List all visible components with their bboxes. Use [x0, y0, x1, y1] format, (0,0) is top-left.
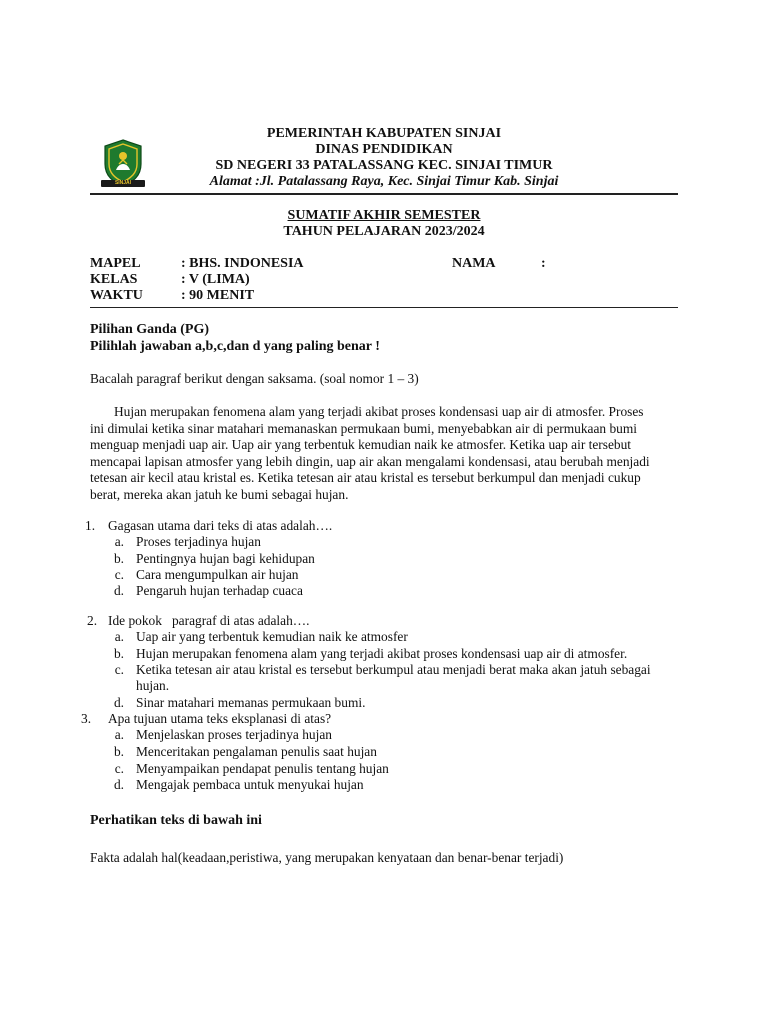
option-text: Proses terjadinya hujan: [136, 534, 261, 549]
section-title: Pilihan Ganda (PG): [90, 322, 210, 337]
option-letter: d.: [113, 695, 124, 710]
option-letter: c.: [114, 761, 124, 776]
exam-year: TAHUN PELAJARAN 2023/2024: [283, 224, 485, 239]
meta-divider: [90, 307, 678, 308]
mapel-label: MAPEL: [90, 256, 141, 271]
option-letter: d.: [113, 583, 124, 598]
logo-banner-text: SINJAI: [114, 180, 132, 186]
passage-line: ini dimulai ketika sinar matahari memanaskan permukaan bumi, menyebabkan air di permukaan bumi: [90, 420, 637, 436]
waktu-label: WAKTU: [90, 288, 143, 303]
option-text: Pentingnya hujan bagi kehidupan: [136, 551, 315, 566]
header-divider: [90, 193, 678, 195]
kelas-label: KELAS: [90, 272, 138, 287]
question-number: 1.: [85, 518, 96, 533]
passage-line: menguap menjadi uap air. Uap air yang terbentuk kemudian naik ke atmosfer. Ketika uap air tersebut: [90, 437, 632, 452]
option-letter: b.: [113, 646, 124, 661]
question-text: Ide pokok paragraf di atas adalah….: [108, 613, 310, 628]
passage-line: mencapai lapisan atmosfer yang lebih dingin, uap air akan mengalami kondensasi, atau berubah menjadi: [90, 453, 650, 469]
option-text: Cara mengumpulkan air hujan: [136, 567, 299, 582]
option-text: Menjelaskan proses terjadinya hujan: [136, 727, 332, 742]
option-letter: a.: [114, 534, 124, 549]
kelas-value: : V (LIMA): [181, 272, 250, 287]
option-text: Uap air yang terbentuk kemudian naik ke atmosfer: [136, 629, 408, 644]
header-school-name: SD NEGERI 33 PATALASSANG KEC. SINJAI TIMUR: [215, 158, 553, 173]
waktu-value: : 90 MENIT: [181, 288, 255, 303]
question-number: 3.: [81, 711, 92, 726]
header-address: Alamat :Jl. Patalassang Raya, Kec. Sinjai Timur Kab. Sinjai: [209, 174, 559, 189]
option-text: Menceritakan pengalaman penulis saat hujan: [136, 744, 377, 759]
section-instruction: Pilihlah jawaban a,b,c,dan d yang paling benar !: [90, 339, 380, 354]
option-letter: d.: [113, 777, 124, 792]
option-letter: a.: [114, 727, 124, 742]
option-letter: b.: [113, 551, 124, 566]
option-text: Pengaruh hujan terhadap cuaca: [136, 583, 303, 598]
passage-line: berat, mereka akan jatuh ke bumi sebagai hujan.: [90, 486, 349, 502]
followup-heading: Perhatikan teks di bawah ini: [90, 813, 262, 828]
question-number: 2.: [87, 613, 98, 628]
option-text: Ketika tetesan air atau kristal es tersebut berkumpul atau menjadi berat maka akan jatuh sebagai hujan.: [136, 662, 651, 694]
passage-line: tetesan air kecil atau kristal es. Ketika tetesan air atau kristal es tersebut berkumpul dan menjadi cukup: [90, 470, 641, 485]
option-text: Mengajak pembaca untuk menyukai hujan: [136, 777, 364, 792]
header-department: DINAS PENDIDIKAN: [315, 142, 453, 157]
passage-line: Hujan merupakan fenomena alam yang terjadi akibat proses kondensasi uap air di atmosfer. Proses: [114, 404, 644, 419]
option-text: Menyampaikan pendapat penulis tentang hujan: [136, 761, 389, 776]
reading-instruction: Bacalah paragraf berikut dengan saksama. (soal nomor 1 – 3): [90, 371, 419, 386]
option-text: Hujan merupakan fenomena alam yang terjadi akibat proses kondensasi uap air di atmosfer.: [136, 646, 628, 661]
option-letter: c.: [114, 567, 124, 582]
school-logo: [97, 138, 149, 190]
mapel-value: : BHS. INDONESIA: [181, 256, 304, 271]
nama-value: :: [541, 256, 546, 271]
option-text: Sinar matahari memanas permukaan bumi.: [136, 695, 366, 710]
header-government: PEMERINTAH KABUPATEN SINJAI: [266, 126, 502, 141]
nama-label: NAMA: [452, 256, 496, 271]
followup-text: Fakta adalah hal(keadaan,peristiwa, yang merupakan kenyataan dan benar-benar terjadi): [90, 850, 564, 865]
question-text: Apa tujuan utama teks eksplanasi di atas?: [108, 711, 332, 726]
exam-title: SUMATIF AKHIR SEMESTER: [287, 208, 481, 223]
question-text: Gagasan utama dari teks di atas adalah….: [108, 518, 333, 533]
option-letter: b.: [113, 744, 124, 759]
option-letter: a.: [114, 629, 124, 644]
option-letter: c.: [114, 662, 124, 677]
